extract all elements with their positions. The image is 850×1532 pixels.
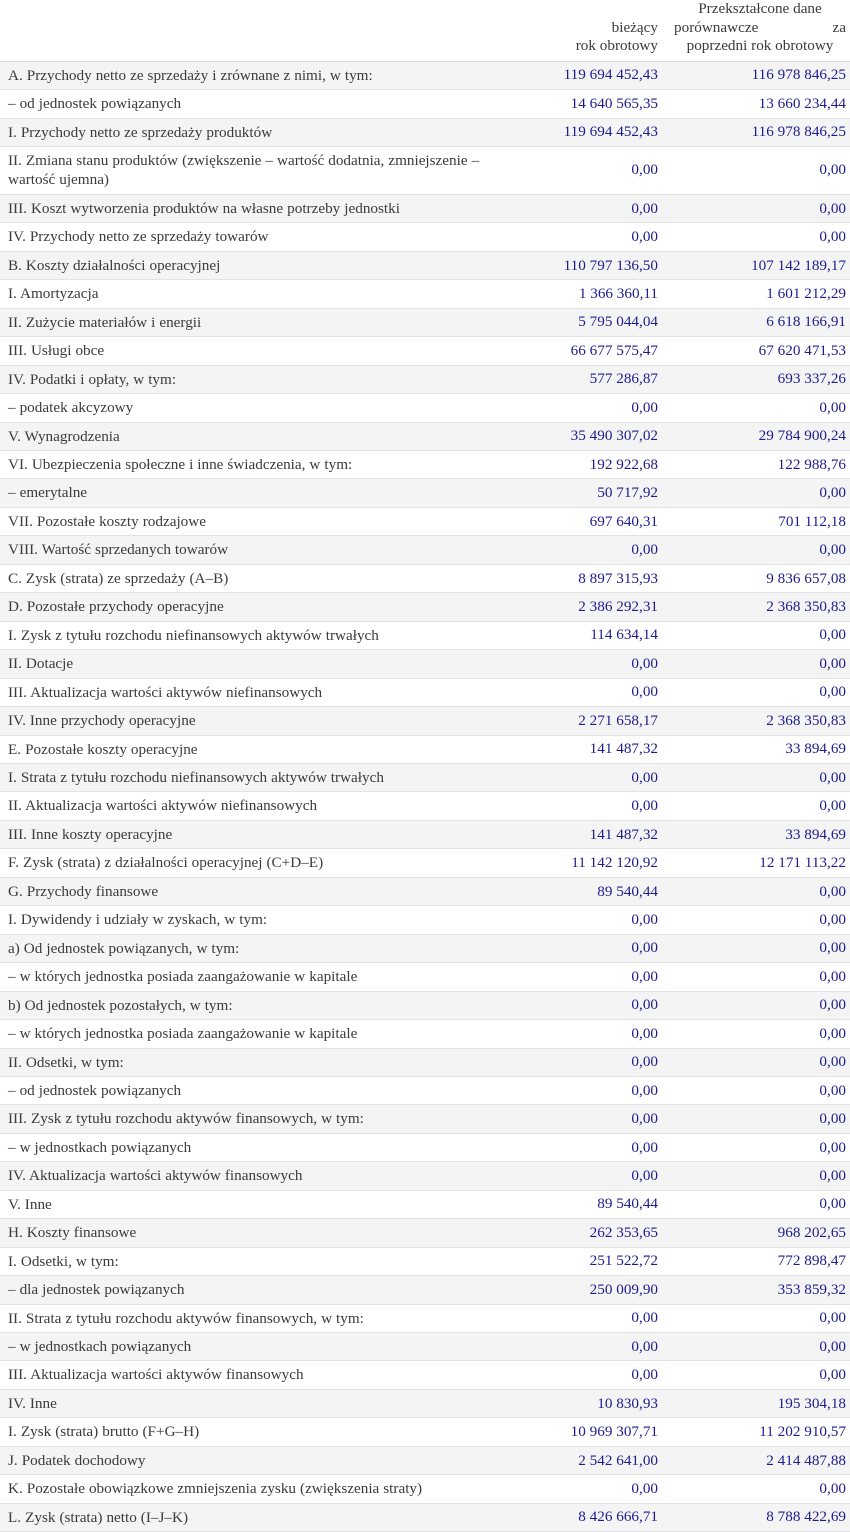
row-value-previous-year: 0,00 xyxy=(819,797,846,815)
row-value-current-year: 2 542 641,00 xyxy=(578,1451,658,1469)
table-row xyxy=(0,1133,850,1161)
row-label: III. Zysk z tytułu rozchodu aktywów finansowych, w tym: xyxy=(8,1110,364,1128)
header-current-line2: rok obrotowy xyxy=(575,37,658,55)
row-value-current-year: 0,00 xyxy=(631,1480,658,1498)
row-value-current-year: 141 487,32 xyxy=(589,825,658,843)
row-value-current-year: 14 640 565,35 xyxy=(570,94,658,112)
row-label: I. Strata z tytułu rozchodu niefinansowych aktywów trwałych xyxy=(8,768,384,786)
table-row xyxy=(0,61,850,89)
row-value-previous-year: 1 601 212,29 xyxy=(766,284,846,302)
table-row xyxy=(0,394,850,422)
row-value-previous-year: 195 304,18 xyxy=(777,1394,846,1412)
header-previous-line3: poprzedni rok obrotowy xyxy=(686,37,834,55)
row-label: H. Koszty finansowe xyxy=(8,1224,137,1242)
header-current-year xyxy=(520,0,670,61)
row-value-current-year: 0,00 xyxy=(631,1024,658,1042)
table-row xyxy=(0,308,850,336)
row-value-previous-year: 0,00 xyxy=(819,1480,846,1498)
row-label: I. Dywidendy i udziały w zyskach, w tym: xyxy=(8,911,268,929)
row-value-current-year: 66 677 575,47 xyxy=(570,341,658,359)
row-label: II. Strata z tytułu rozchodu aktywów finansowych, w tym: xyxy=(8,1309,364,1327)
row-label: – w jednostkach powiązanych xyxy=(8,1338,192,1356)
row-value-previous-year: 0,00 xyxy=(819,768,846,786)
row-value-previous-year: 353 859,32 xyxy=(777,1280,846,1298)
row-value-previous-year: 116 978 846,25 xyxy=(751,66,846,84)
table-row xyxy=(0,337,850,365)
row-label: I. Odsetki, w tym: xyxy=(8,1252,119,1270)
row-label: VI. Ubezpieczenia społeczne i inne świadczenia, w tym: xyxy=(8,455,353,473)
row-value-current-year: 110 797 136,50 xyxy=(563,256,658,274)
row-label: II. Odsetki, w tym: xyxy=(8,1053,124,1071)
row-value-current-year: 141 487,32 xyxy=(589,740,658,758)
row-label: I. Amortyzacja xyxy=(8,285,99,303)
row-value-current-year: 0,00 xyxy=(631,1167,658,1185)
table-row xyxy=(0,934,850,962)
row-value-current-year: 0,00 xyxy=(631,797,658,815)
row-value-previous-year: 2 368 350,83 xyxy=(766,597,846,615)
row-value-current-year: 11 142 120,92 xyxy=(571,854,658,872)
row-label: – emerytalne xyxy=(8,484,88,502)
row-value-previous-year: 13 660 234,44 xyxy=(758,94,846,112)
table-row xyxy=(0,735,850,763)
row-value-current-year: 0,00 xyxy=(631,228,658,246)
row-label: D. Pozostałe przychody operacyjne xyxy=(8,598,224,616)
row-label: – od jednostek powiązanych xyxy=(8,1081,182,1099)
table-row xyxy=(0,1446,850,1474)
row-value-previous-year: 0,00 xyxy=(819,1053,846,1071)
row-label: F. Zysk (strata) z działalności operacyjnej (C+D–E) xyxy=(8,854,324,872)
table-row xyxy=(0,194,850,222)
table-row xyxy=(0,650,850,678)
header-previous-year xyxy=(670,0,850,61)
table-row xyxy=(0,1076,850,1104)
row-value-current-year: 192 922,68 xyxy=(589,455,658,473)
row-label: III. Koszt wytworzenia produktów na własne potrzeby jednostki xyxy=(8,199,400,217)
row-label: V. Inne xyxy=(8,1195,52,1213)
row-label: – w których jednostka posiada zaangażowanie w kapitale xyxy=(8,1025,358,1043)
table-row xyxy=(0,1475,850,1503)
row-value-previous-year: 693 337,26 xyxy=(777,370,846,388)
row-value-previous-year: 33 894,69 xyxy=(785,740,846,758)
row-value-previous-year: 0,00 xyxy=(819,996,846,1014)
row-value-previous-year: 0,00 xyxy=(819,1110,846,1128)
table-row xyxy=(0,621,850,649)
table-row xyxy=(0,877,850,905)
row-value-current-year: 114 634,14 xyxy=(590,626,658,644)
row-value-previous-year: 9 836 657,08 xyxy=(766,569,846,587)
table-row xyxy=(0,422,850,450)
row-value-previous-year: 33 894,69 xyxy=(785,825,846,843)
row-label: III. Aktualizacja wartości aktywów finansowych xyxy=(8,1366,304,1384)
row-value-previous-year: 772 898,47 xyxy=(777,1252,846,1270)
row-value-current-year: 577 286,87 xyxy=(589,370,658,388)
row-value-current-year: 0,00 xyxy=(631,910,658,928)
table-row xyxy=(0,1219,850,1247)
row-label: IV. Przychody netto ze sprzedaży towarów xyxy=(8,228,269,246)
row-value-current-year: 10 830,93 xyxy=(597,1394,658,1412)
row-value-current-year: 0,00 xyxy=(631,996,658,1014)
row-label: – dla jednostek powiązanych xyxy=(8,1281,185,1299)
table-row xyxy=(0,223,850,251)
row-value-previous-year: 8 788 422,69 xyxy=(766,1508,846,1526)
row-value-previous-year: 0,00 xyxy=(819,683,846,701)
table-row xyxy=(0,479,850,507)
row-value-previous-year: 2 368 350,83 xyxy=(766,711,846,729)
table-row xyxy=(0,365,850,393)
row-value-current-year: 0,00 xyxy=(631,939,658,957)
row-label: VII. Pozostałe koszty rodzajowe xyxy=(8,512,206,530)
table-row xyxy=(0,90,850,118)
row-value-current-year: 50 717,92 xyxy=(597,484,658,502)
table-row xyxy=(0,991,850,1019)
table-body xyxy=(0,61,850,1532)
row-value-previous-year: 0,00 xyxy=(819,626,846,644)
row-value-current-year: 0,00 xyxy=(631,683,658,701)
row-value-previous-year: 0,00 xyxy=(819,398,846,416)
table-row xyxy=(0,1048,850,1076)
table-row xyxy=(0,1105,850,1133)
row-value-current-year: 0,00 xyxy=(631,1138,658,1156)
table-row xyxy=(0,820,850,848)
row-value-previous-year: 2 414 487,88 xyxy=(766,1451,846,1469)
table-row xyxy=(0,564,850,592)
row-value-current-year: 35 490 307,02 xyxy=(570,427,658,445)
table-row xyxy=(0,536,850,564)
row-value-previous-year: 968 202,65 xyxy=(777,1223,846,1241)
row-label: II. Dotacje xyxy=(8,655,74,673)
row-value-previous-year: 0,00 xyxy=(819,484,846,502)
row-label: IV. Inne xyxy=(8,1394,57,1412)
row-label: E. Pozostałe koszty operacyjne xyxy=(8,740,198,758)
row-value-previous-year: 0,00 xyxy=(819,1195,846,1213)
row-value-current-year: 251 522,72 xyxy=(589,1252,658,1270)
row-label: III. Inne koszty operacyjne xyxy=(8,825,173,843)
table-row xyxy=(0,963,850,991)
row-value-current-year: 697 640,31 xyxy=(589,512,658,530)
table-row xyxy=(0,707,850,735)
row-value-current-year: 1 366 360,11 xyxy=(578,284,658,302)
row-value-current-year: 0,00 xyxy=(631,768,658,786)
row-value-previous-year: 0,00 xyxy=(819,199,846,217)
row-value-previous-year: 0,00 xyxy=(819,654,846,672)
row-label: III. Aktualizacja wartości aktywów niefinansowych xyxy=(8,683,323,701)
header-row xyxy=(0,0,850,61)
table-row xyxy=(0,1418,850,1446)
table-row xyxy=(0,280,850,308)
row-label: I. Przychody netto ze sprzedaży produktów xyxy=(8,123,273,141)
table-row xyxy=(0,763,850,791)
row-value-previous-year: 0,00 xyxy=(819,228,846,246)
row-label: – od jednostek powiązanych xyxy=(8,95,182,113)
row-value-previous-year: 0,00 xyxy=(819,967,846,985)
row-value-current-year: 0,00 xyxy=(631,199,658,217)
row-value-previous-year: 11 202 910,57 xyxy=(759,1423,846,1441)
row-value-current-year: 5 795 044,04 xyxy=(578,313,658,331)
table-row xyxy=(0,1020,850,1048)
row-label: IV. Aktualizacja wartości aktywów finansowych xyxy=(8,1167,303,1185)
row-value-previous-year: 0,00 xyxy=(819,541,846,559)
row-value-previous-year: 0,00 xyxy=(819,1309,846,1327)
row-value-previous-year: 6 618 166,91 xyxy=(766,313,846,331)
row-value-previous-year: 67 620 471,53 xyxy=(758,341,846,359)
row-label: I. Zysk z tytułu rozchodu niefinansowych aktywów trwałych xyxy=(8,626,379,644)
row-value-previous-year: 0,00 xyxy=(819,1138,846,1156)
row-value-current-year: 0,00 xyxy=(631,161,658,179)
table-row xyxy=(0,678,850,706)
row-value-current-year: 119 694 452,43 xyxy=(563,123,658,141)
row-value-current-year: 0,00 xyxy=(631,541,658,559)
row-value-previous-year: 29 784 900,24 xyxy=(758,427,846,445)
row-value-current-year: 0,00 xyxy=(631,1110,658,1128)
row-label: G. Przychody finansowe xyxy=(8,882,159,900)
row-value-current-year: 0,00 xyxy=(631,654,658,672)
row-label: – w których jednostka posiada zaangażowanie w kapitale xyxy=(8,968,358,986)
table-row xyxy=(0,1333,850,1361)
row-label: L. Zysk (strata) netto (I–J–K) xyxy=(8,1508,189,1526)
row-label: B. Koszty działalności operacyjnej xyxy=(8,256,221,274)
row-value-previous-year: 0,00 xyxy=(819,882,846,900)
table-row xyxy=(0,1247,850,1275)
table-row xyxy=(0,792,850,820)
row-value-previous-year: 0,00 xyxy=(819,1366,846,1384)
table-row xyxy=(0,1361,850,1389)
row-value-current-year: 89 540,44 xyxy=(597,1195,658,1213)
row-value-previous-year: 116 978 846,25 xyxy=(751,123,846,141)
table-row xyxy=(0,147,850,195)
table-row xyxy=(0,849,850,877)
row-label: II. Aktualizacja wartości aktywów niefinansowych xyxy=(8,797,318,815)
row-value-current-year: 8 897 315,93 xyxy=(578,569,658,587)
row-value-previous-year: 0,00 xyxy=(819,910,846,928)
header-current-line1: bieżący xyxy=(611,18,658,36)
row-value-previous-year: 0,00 xyxy=(819,1337,846,1355)
row-value-previous-year: 0,00 xyxy=(819,1081,846,1099)
header-label-cell xyxy=(0,0,520,61)
table-row xyxy=(0,593,850,621)
row-value-current-year: 0,00 xyxy=(631,398,658,416)
row-label: C. Zysk (strata) ze sprzedaży (A–B) xyxy=(8,569,229,587)
table-row xyxy=(0,1503,850,1531)
row-label: VIII. Wartość sprzedanych towarów xyxy=(8,541,229,559)
header-previous-line2: porównawcze za xyxy=(674,18,846,36)
row-value-previous-year: 0,00 xyxy=(819,939,846,957)
table-row xyxy=(0,906,850,934)
row-value-current-year: 89 540,44 xyxy=(597,882,658,900)
row-label: a) Od jednostek powiązanych, w tym: xyxy=(8,939,240,957)
row-value-current-year: 0,00 xyxy=(631,1337,658,1355)
row-value-current-year: 119 694 452,43 xyxy=(563,66,658,84)
row-label: II. Zmiana stanu produktów (zwiększenie – wartość dodatnia, zmniejszenie – wartość ujemna) xyxy=(8,152,480,189)
table-row xyxy=(0,1389,850,1417)
row-label: – podatek akcyzowy xyxy=(8,399,134,417)
row-value-current-year: 250 009,90 xyxy=(589,1280,658,1298)
table-row xyxy=(0,1190,850,1218)
row-value-current-year: 10 969 307,71 xyxy=(570,1423,658,1441)
row-label: A. Przychody netto ze sprzedaży i zrównane z nimi, w tym: xyxy=(8,66,373,84)
row-label: III. Usługi obce xyxy=(8,342,105,360)
row-label: – w jednostkach powiązanych xyxy=(8,1138,192,1156)
row-value-current-year: 2 271 658,17 xyxy=(578,711,658,729)
row-value-current-year: 0,00 xyxy=(631,1081,658,1099)
row-value-current-year: 0,00 xyxy=(631,967,658,985)
row-value-previous-year: 122 988,76 xyxy=(777,455,846,473)
row-value-current-year: 0,00 xyxy=(631,1309,658,1327)
row-label: IV. Podatki i opłaty, w tym: xyxy=(8,370,177,388)
row-label: II. Zużycie materiałów i energii xyxy=(8,313,202,331)
row-value-current-year: 8 426 666,71 xyxy=(578,1508,658,1526)
row-label: I. Zysk (strata) brutto (F+G–H) xyxy=(8,1423,200,1441)
table-row xyxy=(0,1304,850,1332)
header-previous-line1: Przekształcone dane xyxy=(698,0,822,17)
row-value-previous-year: 0,00 xyxy=(819,1024,846,1042)
row-label: V. Wynagrodzenia xyxy=(8,427,120,445)
row-label: b) Od jednostek pozostałych, w tym: xyxy=(8,996,233,1014)
row-value-previous-year: 107 142 189,17 xyxy=(751,256,846,274)
row-value-current-year: 0,00 xyxy=(631,1053,658,1071)
table-header xyxy=(0,0,850,61)
table-row xyxy=(0,450,850,478)
row-label: K. Pozostałe obowiązkowe zmniejszenia zysku (zwiększenia straty) xyxy=(8,1480,423,1498)
row-label: IV. Inne przychody operacyjne xyxy=(8,712,196,730)
table-row xyxy=(0,251,850,279)
table-row xyxy=(0,1162,850,1190)
table-row xyxy=(0,1276,850,1304)
table-row xyxy=(0,118,850,146)
row-value-current-year: 0,00 xyxy=(631,1366,658,1384)
row-value-current-year: 2 386 292,31 xyxy=(578,597,658,615)
row-label: J. Podatek dochodowy xyxy=(8,1451,146,1469)
row-value-previous-year: 12 171 113,22 xyxy=(759,854,846,872)
row-value-current-year: 262 353,65 xyxy=(589,1223,658,1241)
row-value-previous-year: 0,00 xyxy=(819,1167,846,1185)
table-row xyxy=(0,507,850,535)
row-value-previous-year: 701 112,18 xyxy=(778,512,846,530)
row-value-previous-year: 0,00 xyxy=(819,161,846,179)
